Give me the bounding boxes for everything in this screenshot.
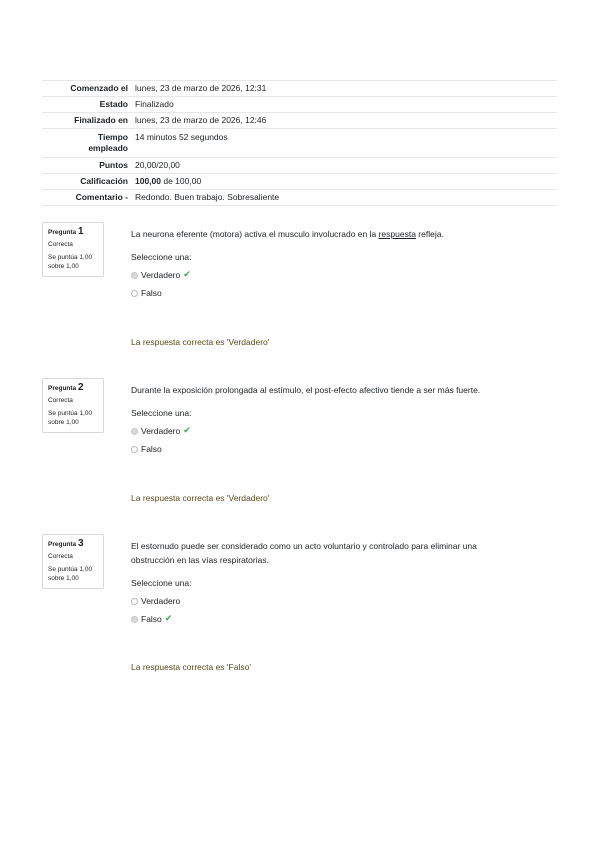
question-info-2 <box>42 378 104 433</box>
answer-option-verdadero[interactable] <box>131 424 531 438</box>
question-label: Pregunta <box>48 229 77 236</box>
summary-row-grade <box>42 174 557 190</box>
question-number: 2 <box>77 382 84 393</box>
summary-row-time <box>42 129 557 158</box>
option-label: Verdadero <box>141 270 181 280</box>
radio-button[interactable] <box>131 598 138 605</box>
question-content-3 <box>131 539 531 626</box>
summary-row-finished <box>42 113 557 129</box>
summary-row-comment <box>42 190 557 206</box>
summary-row-points <box>42 158 557 174</box>
question-state: Correcta <box>48 397 73 404</box>
question-grade-line: sobre 1,00 <box>48 263 79 270</box>
summary-label: Puntos <box>42 158 132 174</box>
question-text-part: La neurona eferente (motora) activa el musculo involucrado en la <box>131 229 379 239</box>
summary-value: Redondo. Buen trabajo. Sobresaliente <box>132 190 557 206</box>
question-info-3 <box>42 534 104 589</box>
summary-value: Finalizado <box>132 97 557 113</box>
correct-answer-feedback: La respuesta correcta es 'Verdadero' <box>131 337 270 347</box>
question-label: Pregunta <box>48 541 77 548</box>
question-text <box>131 227 531 241</box>
check-icon: ✔ <box>164 614 173 624</box>
summary-label <box>42 129 132 158</box>
question-number: 1 <box>77 226 84 237</box>
question-label: Pregunta <box>48 385 77 392</box>
question-text-part: refleja. <box>415 229 444 239</box>
summary-label-line: Tiempo <box>97 132 128 142</box>
option-label: Verdadero <box>141 596 181 606</box>
option-label: Falso <box>141 288 162 298</box>
question-grade <box>48 253 98 271</box>
grade-score: 100,00 <box>135 176 161 186</box>
question-title <box>48 227 98 237</box>
radio-button[interactable] <box>131 290 138 297</box>
summary-row-state <box>42 97 557 113</box>
radio-button[interactable] <box>131 446 138 453</box>
question-grade-line: Se puntúa 1,00 <box>48 566 93 573</box>
question-grade-line: sobre 1,00 <box>48 575 79 582</box>
question-text: Durante la exposición prolongada al estímulo, el post-efecto afectivo tiende a ser más fuerte. <box>131 385 481 395</box>
question-title <box>48 539 98 549</box>
answer-option-falso[interactable] <box>131 612 531 626</box>
question-info-1 <box>42 222 104 277</box>
summary-row-started <box>42 81 557 97</box>
option-label: Falso <box>141 444 162 454</box>
summary-label-line: empleado <box>88 143 128 153</box>
question-grade-line: Se puntúa 1,00 <box>48 254 93 261</box>
summary-value <box>132 174 557 190</box>
check-icon: ✔ <box>183 426 191 436</box>
summary-label: Calificación <box>42 174 132 190</box>
glossary-link[interactable]: respuesta <box>378 229 416 239</box>
question-number: 3 <box>77 538 84 549</box>
question-text <box>131 539 531 567</box>
check-icon: ✔ <box>183 270 191 280</box>
answer-option-falso[interactable] <box>131 286 531 300</box>
answer-option-verdadero[interactable] <box>131 594 531 608</box>
question-title <box>48 383 98 393</box>
radio-button-selected[interactable] <box>131 428 138 435</box>
correct-answer-feedback: La respuesta correcta es 'Falso' <box>131 662 251 672</box>
question-grade-line: sobre 1,00 <box>48 419 79 426</box>
attempt-summary-table <box>42 80 557 206</box>
option-label: Falso <box>141 614 162 624</box>
summary-label: Comenzado el <box>42 81 132 97</box>
question-grade-line: Se puntúa 1,00 <box>48 410 93 417</box>
answer-prompt: Seleccione una: <box>131 578 192 588</box>
answer-prompt: Seleccione una: <box>131 408 192 418</box>
summary-value: lunes, 23 de marzo de 2026, 12:31 <box>132 81 557 97</box>
question-text-line: El estornudo puede ser considerado como un acto voluntario y controlado para eliminar una <box>131 541 477 551</box>
option-label: Verdadero <box>141 426 181 436</box>
summary-value: 14 minutos 52 segundos <box>132 129 557 158</box>
question-content-1 <box>131 227 531 300</box>
question-text-line: obstrucción en las vías respiratorias. <box>131 555 269 565</box>
radio-button-selected[interactable] <box>131 616 138 623</box>
grade-max: de 100,00 <box>161 176 202 186</box>
question-state: Correcta <box>48 241 73 248</box>
question-grade <box>48 409 98 427</box>
answer-option-falso[interactable] <box>131 442 531 456</box>
question-content-2 <box>131 383 531 456</box>
correct-answer-feedback: La respuesta correcta es 'Verdadero' <box>131 493 270 503</box>
summary-label: Finalizado en <box>42 113 132 129</box>
answer-option-verdadero[interactable] <box>131 268 531 282</box>
question-state: Correcta <box>48 553 73 560</box>
answer-prompt: Seleccione una: <box>131 252 192 262</box>
summary-value: 20,00/20,00 <box>132 158 557 174</box>
summary-label: Comentario - <box>42 190 132 206</box>
radio-button-selected[interactable] <box>131 272 138 279</box>
question-grade <box>48 565 98 583</box>
summary-label: Estado <box>42 97 132 113</box>
summary-value: lunes, 23 de marzo de 2026, 12:46 <box>132 113 557 129</box>
